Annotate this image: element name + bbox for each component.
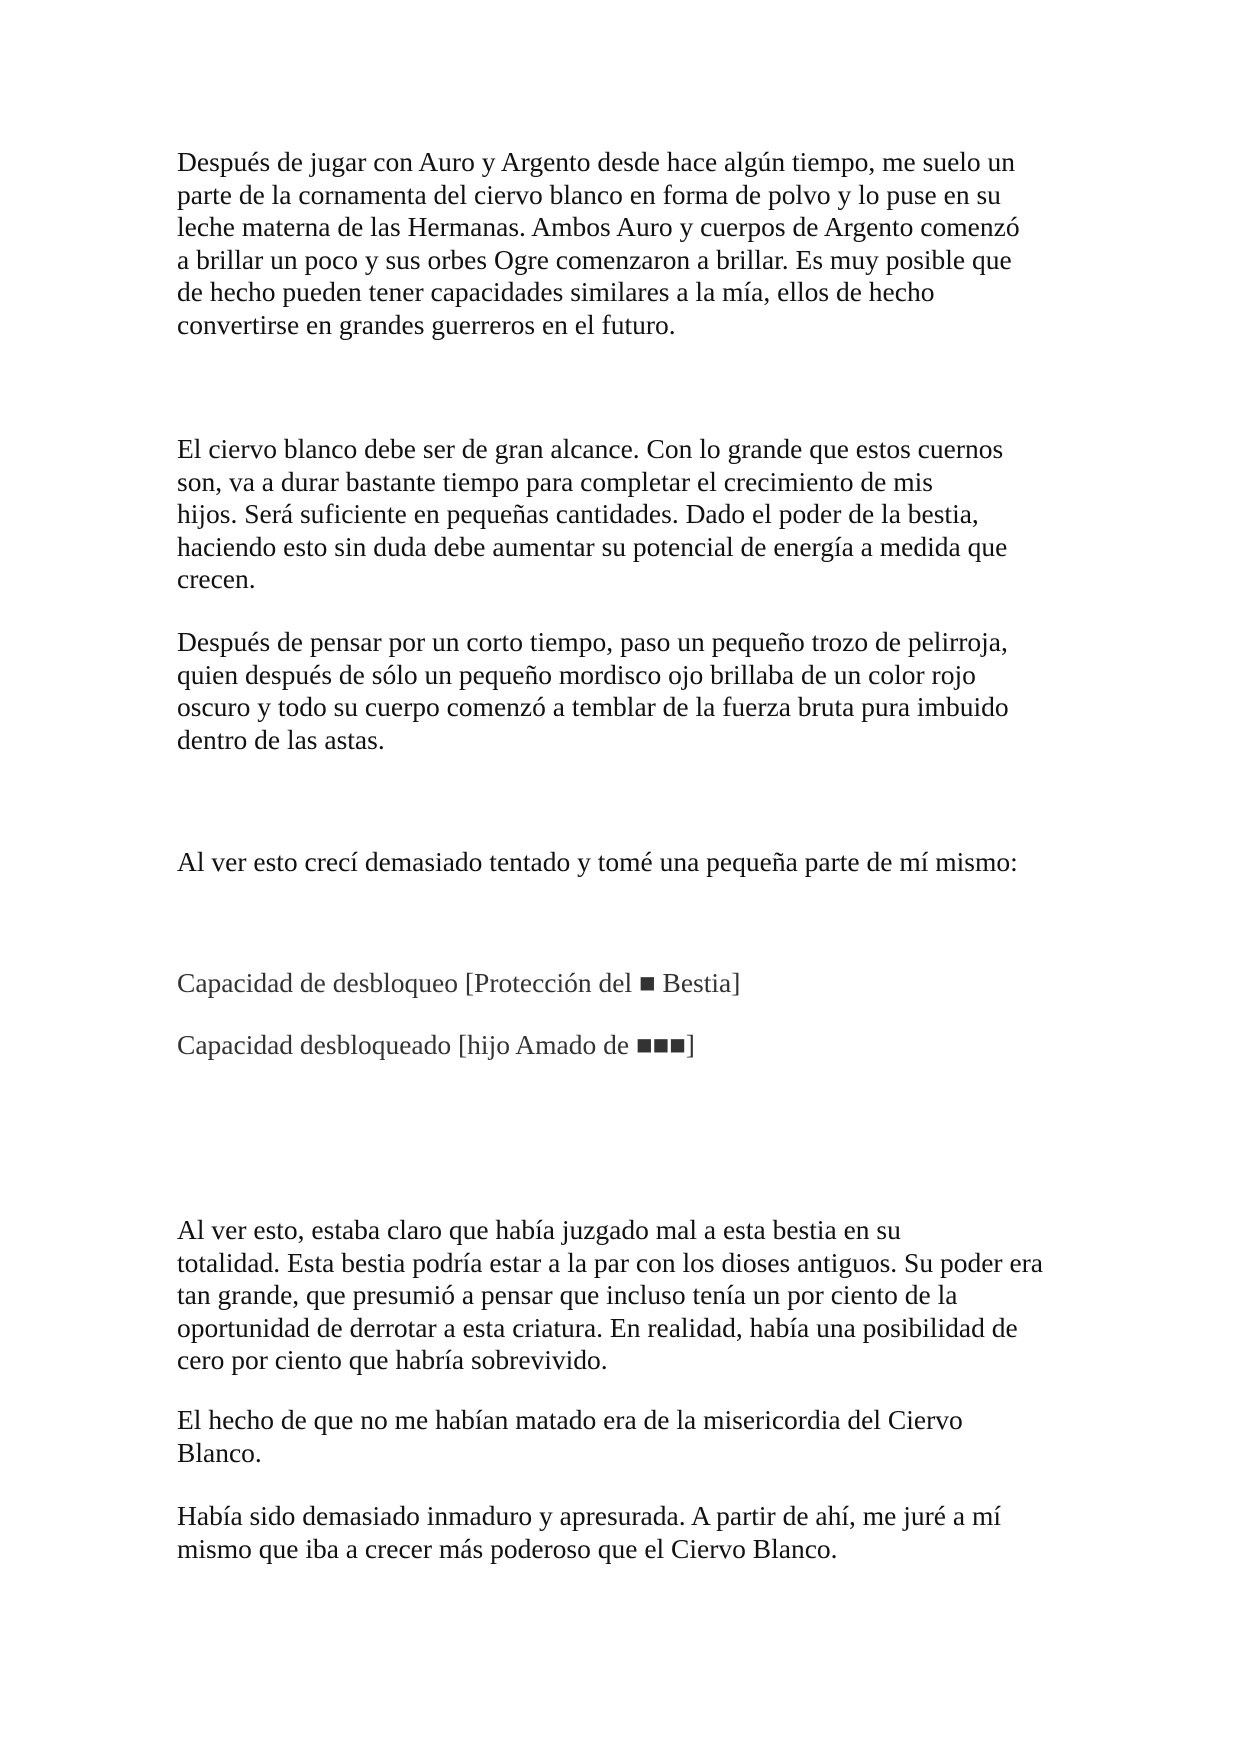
text-line: tan grande, que presumió a pensar que incluso tenía un por ciento de la (177, 1279, 958, 1311)
text-line: totalidad. Esta bestia podría estar a la par con los dioses antiguos. Su poder era (177, 1246, 1044, 1278)
text-line: quien después de sólo un pequeño mordisco ojo brillaba de un color rojo (177, 658, 976, 690)
text-line: El hecho de que no me habían matado era de la misericordia del Ciervo (177, 1404, 963, 1435)
text-line: Blanco. (177, 1436, 262, 1468)
text-line: haciendo esto sin duda debe aumentar su potencial de energía a medida que (177, 530, 1008, 562)
text-line: leche materna de las Hermanas. Ambos Auro y cuerpos de Argento comenzó (177, 211, 1020, 243)
text-line: crecen. (177, 563, 256, 595)
text-line: dentro de las astas. (177, 723, 385, 755)
paragraph-4 (177, 846, 1018, 879)
text-line: hijos. Será suficiente en pequeñas cantidades. Dado el poder de la bestia, (177, 498, 979, 530)
text-line: mismo que iba a crecer más poderoso que el Ciervo Blanco. (177, 1532, 838, 1564)
text-line: Después de pensar por un corto tiempo, paso un pequeño trozo de pelirroja, (177, 626, 1008, 657)
text-line: Capacidad desbloqueado [hijo Amado de ■■■] (177, 1029, 695, 1060)
text-line: son, va a durar bastante tiempo para completar el crecimiento de mis (177, 465, 933, 497)
paragraph-3 (177, 626, 1009, 756)
text-line: Al ver esto crecí demasiado tentado y tomé una pequeña parte de mí mismo: (177, 846, 1018, 877)
text-line: oscuro y todo su cuerpo comenzó a temblar de la fuerza bruta pura imbuido (177, 691, 1009, 723)
text-line: de hecho pueden tener capacidades similares a la mía, ellos de hecho (177, 276, 935, 308)
text-line: cero por ciento que habría sobrevivido. (177, 1344, 608, 1376)
ability-unlock-line-1 (177, 967, 740, 1000)
paragraph-5 (177, 1214, 1043, 1377)
text-line: oportunidad de derrotar a esta criatura. En realidad, había una posibilidad de (177, 1311, 1018, 1343)
text-line: parte de la cornamenta del ciervo blanco en forma de polvo y lo puse en su (177, 178, 1001, 210)
paragraph-7 (177, 1500, 1001, 1565)
text-line: Capacidad de desbloqueo [Protección del ■ Bestia] (177, 967, 741, 998)
text-line: Había sido demasiado inmaduro y apresurada. A partir de ahí, me juré a mí (177, 1500, 1001, 1531)
ability-unlock-line-2 (177, 1029, 695, 1062)
paragraph-6 (177, 1404, 963, 1469)
paragraph-1 (177, 146, 1020, 342)
text-line: a brillar un poco y sus orbes Ogre comenzaron a brillar. Es muy posible que (177, 243, 1012, 275)
text-line: El ciervo blanco debe ser de gran alcance. Con lo grande que estos cuernos (177, 433, 1004, 464)
paragraph-2 (177, 433, 1007, 596)
text-line: Al ver esto, estaba claro que había juzgado mal a esta bestia en su (177, 1214, 901, 1245)
text-line: Después de jugar con Auro y Argento desde hace algún tiempo, me suelo un (177, 146, 1016, 177)
text-line: convertirse en grandes guerreros en el futuro. (177, 308, 676, 340)
